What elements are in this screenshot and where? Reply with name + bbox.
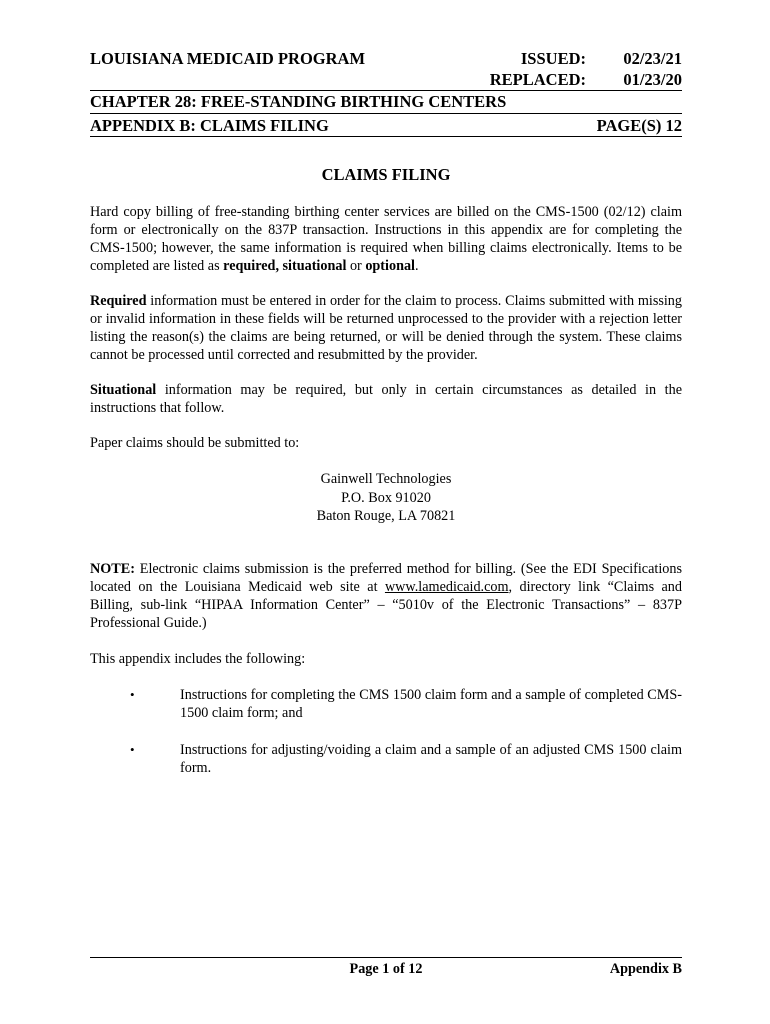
submit-to-paragraph: Paper claims should be submitted to: <box>90 435 300 451</box>
note-paragraph <box>90 560 682 632</box>
page-count: PAGE(S) 12 <box>596 116 682 135</box>
page-number: Page 1 of 12 <box>349 961 423 977</box>
address-line: Gainwell Technologies <box>320 471 452 487</box>
appendix-includes-paragraph: This appendix includes the following: <box>90 651 306 667</box>
optional-term: optional <box>365 258 415 274</box>
replaced-date: 01/23/20 <box>623 70 682 89</box>
intro-text: Hard copy billing of free-standing birthing center services are billed on the CMS-1500 (02/12) claim form or electronically on the 837P transaction. Instructions in this appendix are for completing the CMS-1500; however, the same information is required when billing claims electronically. Items to be completed are listed as <box>90 204 682 274</box>
required-term: Required <box>90 293 147 309</box>
intro-paragraph <box>90 203 682 275</box>
required-situational-term: required, situational <box>223 258 347 274</box>
header-divider <box>90 90 682 91</box>
note-label: NOTE: <box>90 561 135 577</box>
lamedicaid-link[interactable]: www.lamedicaid.com <box>384 579 509 595</box>
section-title: CLAIMS FILING <box>321 165 451 184</box>
appendix-title: APPENDIX B: CLAIMS FILING <box>90 116 329 135</box>
situational-term: Situational <box>90 382 157 398</box>
required-text: information must be entered in order for the claim to process. Claims submitted with missing or invalid information in these fields will be returned unprocessed to the provider with a rejection letter listing the reason(s) the claims are being returned, or will be denied through the system. These claims cannot be processed until corrected and resubmitted by the provider. <box>90 293 682 363</box>
bullet-icon: • <box>130 687 135 702</box>
intro-connector: or <box>346 258 366 274</box>
address-line: Baton Rouge, LA 70821 <box>316 508 456 524</box>
program-name: LOUISIANA MEDICAID PROGRAM <box>90 49 366 68</box>
situational-text: information may be required, but only in certain circumstances as detailed in the instructions that follow. <box>90 382 682 416</box>
mailing-address <box>90 470 682 526</box>
header-divider <box>90 113 682 114</box>
intro-period: . <box>415 258 419 274</box>
note-text-continued: , directory link “Claims and Billing, sub-link “HIPAA Information Center” – “5010v of the Electronic Transactions” – 837P Professional Guide.) <box>90 579 682 631</box>
bullet-icon: • <box>130 742 135 757</box>
chapter-title: CHAPTER 28: FREE-STANDING BIRTHING CENTERS <box>90 92 507 111</box>
list-item-text: Instructions for completing the CMS 1500 claim form and a sample of completed CMS-1500 claim form; and <box>180 687 682 721</box>
issued-date: 02/23/21 <box>623 49 682 68</box>
header-divider <box>90 136 682 137</box>
footer-appendix: Appendix B <box>609 961 682 977</box>
replaced-label: REPLACED: <box>489 70 586 89</box>
footer-divider <box>90 957 682 958</box>
note-text: Electronic claims submission is the preferred method for billing. (See the EDI Specifications located on the Louisiana Medicaid web site at <box>90 561 682 595</box>
address-line: P.O. Box 91020 <box>341 489 431 506</box>
required-paragraph <box>90 292 682 364</box>
list-item-text: Instructions for adjusting/voiding a claim and a sample of an adjusted CMS 1500 claim form. <box>180 742 682 776</box>
situational-paragraph <box>90 381 682 417</box>
issued-label: ISSUED: <box>520 49 586 68</box>
